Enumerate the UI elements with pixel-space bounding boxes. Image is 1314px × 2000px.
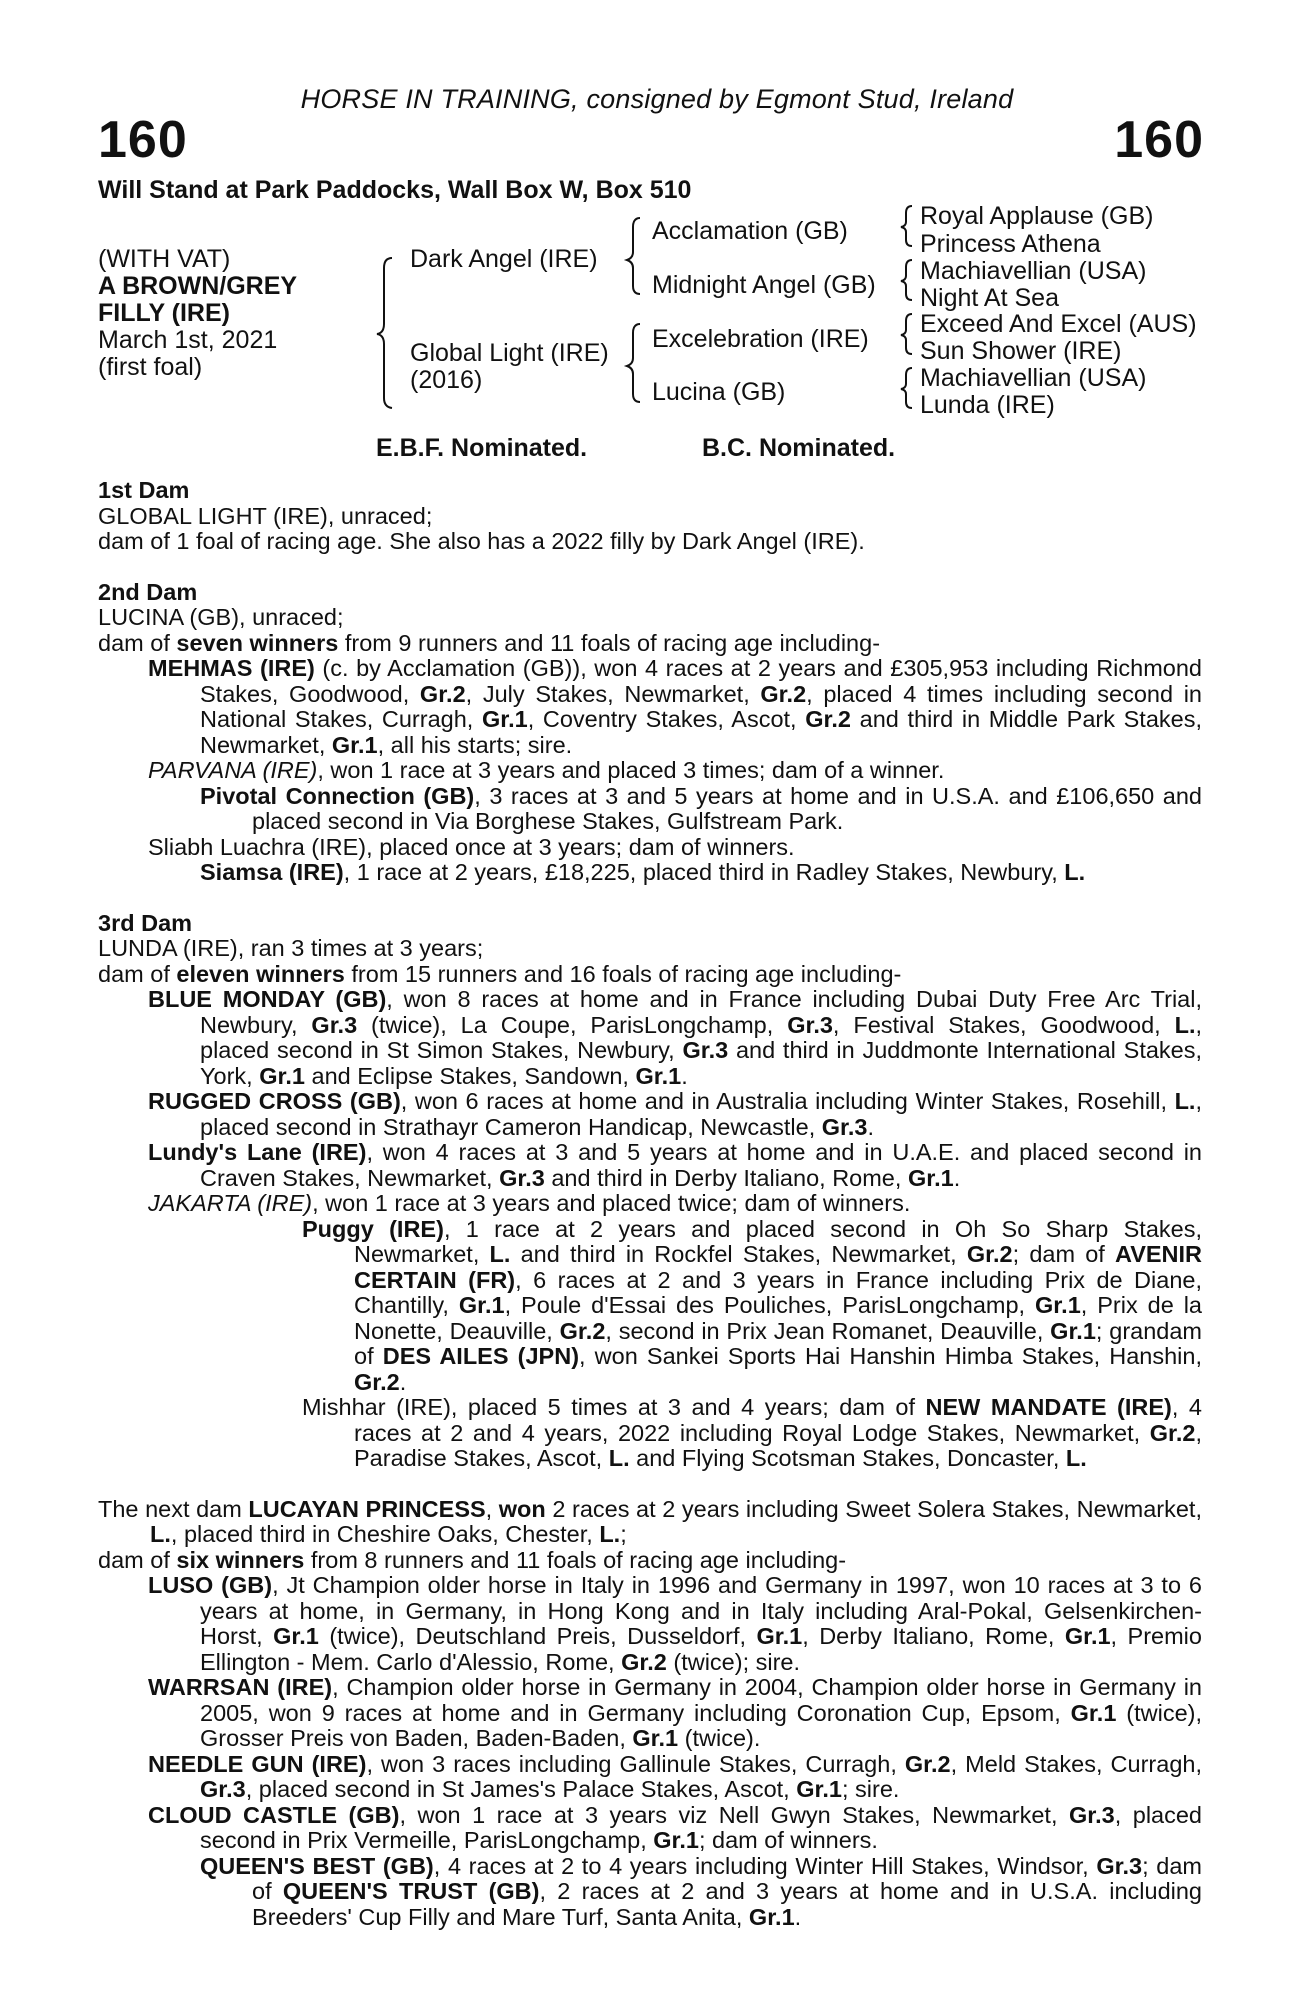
horse-description-2: FILLY (IRE) xyxy=(98,299,230,327)
dam-sire: Excelebration (IRE) xyxy=(652,325,869,353)
pedigree-entry: CLOUD CASTLE (GB), won 1 race at 3 years viz Nell Gwyn Stakes, Newmarket, Gr.3, placed second in Prix Vermeille, ParisLongchamp, Gr.1; dam of winners. xyxy=(148,1801,1202,1853)
pedigree-entry: PARVANA (IRE), won 1 race at 3 years and placed 3 times; dam of a winner. xyxy=(148,757,945,783)
horse-description-1: A BROWN/GREY xyxy=(98,272,298,300)
second-dam-heading: 2nd Dam xyxy=(98,578,198,605)
sire-dam: Midnight Angel (GB) xyxy=(652,271,876,299)
dam-year: (2016) xyxy=(410,366,483,394)
third-dam-produce: dam of eleven winners from 15 runners and 16 foals of racing age including- xyxy=(98,960,902,987)
pedigree-entry: RUGGED CROSS (GB), won 6 races at home and in Australia including Winter Stakes, Rosehill, L., placed second in Strathayr Cameron Handicap, Newcastle, Gr.3. xyxy=(148,1088,1202,1140)
dd-dam: Lunda (IRE) xyxy=(920,391,1055,419)
next-dam-line: The next dam LUCAYAN PRINCESS, won 2 races at 2 years including Sweet Solera Stakes, Newmarket, L., placed third in Cheshire Oaks, Chester, L.; xyxy=(98,1495,1202,1547)
pedigree-entry: Pivotal Connection (GB), 3 races at 3 and 5 years at home and in U.S.A. and £106,650 and placed second in Via Borghese Stakes, Gulfstream Park. xyxy=(200,782,1202,834)
first-dam-heading: 1st Dam xyxy=(98,477,190,503)
stand-location: Will Stand at Park Paddocks, Wall Box W, Box 510 xyxy=(98,176,692,204)
ss-sire: Royal Applause (GB) xyxy=(920,202,1154,230)
pedigree-entry: Mishhar (IRE), placed 5 times at 3 and 4 years; dam of NEW MANDATE (IRE), 4 races at 2 and 4 years, 2022 including Royal Lodge Stakes, Newmarket, Gr.2, Paradise Stakes, Ascot, L. and Flying Scotsman Stakes, Doncaster, L. xyxy=(302,1394,1202,1471)
foal-note: (first foal) xyxy=(98,353,203,381)
bc-nominated: B.C. Nominated. xyxy=(702,434,896,462)
pedigree-entry: Lundy's Lane (IRE), won 4 races at 3 and 5 years at home and in U.A.E. and placed second in Craven Stakes, Newmarket, Gr.3 and third in Derby Italiano, Rome, Gr.1. xyxy=(148,1139,1202,1191)
pedigree-entry: BLUE MONDAY (GB), won 8 races at home and in France including Dubai Duty Free Arc Trial, Newbury, Gr.3 (twice), La Coupe, ParisLongchamp, Gr.3, Festival Stakes, Goodwood, L., placed second in St Simon Stakes, Newbury, Gr.3 and third in Juddmonte International Stakes, York, Gr.1 and Eclipse Stakes, Sandown, Gr.1. xyxy=(148,986,1203,1089)
lot-number-left: 160 xyxy=(98,111,188,169)
dam-dam: Lucina (GB) xyxy=(652,378,786,406)
dd-sire: Machiavellian (USA) xyxy=(920,364,1147,392)
dam-name: Global Light (IRE) xyxy=(410,339,609,367)
sire: Dark Angel (IRE) xyxy=(410,245,598,273)
pedigree-entry: MEHMAS (IRE) (c. by Acclamation (GB)), won 4 races at 2 years and £305,953 including Richmond Stakes, Goodwood, Gr.2, July Stakes, Newmarket, Gr.2, placed 4 times including second in National Stakes, Curragh, Gr.1, Coventry Stakes, Ascot, Gr.2 and third in Middle Park Stakes, Newmarket, Gr.1, all his starts; sire. xyxy=(148,655,1203,758)
sd-dam: Night At Sea xyxy=(920,284,1059,312)
sd-sire: Machiavellian (USA) xyxy=(920,257,1147,285)
ds-sire: Exceed And Excel (AUS) xyxy=(920,310,1197,338)
pedigree-entry: Puggy (IRE), 1 race at 2 years and placed second in Oh So Sharp Stakes, Newmarket, L. and third in Rockfel Stakes, Newmarket, Gr.2; dam of AVENIR CERTAIN (FR), 6 races at 2 and 3 years in France including Prix de Diane, Chantilly, Gr.1, Poule d'Essai des Pouliches, ParisLongchamp, Gr.1, Prix de la Nonette, Deauville, Gr.2, second in Prix Jean Romanet, Deauville, Gr.1; grandam of DES AILES (JPN), won Sankei Sports Hai Hanshin Himba Stakes, Hanshin, Gr.2. xyxy=(302,1215,1203,1395)
vat-note: (WITH VAT) xyxy=(98,245,231,273)
second-dam-produce: dam of seven winners from 9 runners and 11 foals of racing age including- xyxy=(98,629,881,656)
pedigree-entry: JAKARTA (IRE), won 1 race at 3 years and placed twice; dam of winners. xyxy=(148,1190,911,1216)
pedigree-entry: NEEDLE GUN (IRE), won 3 races including Gallinule Stakes, Curragh, Gr.2, Meld Stakes, Curragh, Gr.3, placed second in St James's Palace Stakes, Ascot, Gr.1; sire. xyxy=(148,1750,1202,1802)
pedigree-entry: WARRSAN (IRE), Champion older horse in Germany in 2004, Champion older horse in Germany in 2005, won 9 races at home and in Germany including Coronation Cup, Epsom, Gr.1 (twice), Grosser Preis von Baden, Baden-Baden, Gr.1 (twice). xyxy=(148,1674,1203,1751)
ds-dam: Sun Shower (IRE) xyxy=(920,337,1122,365)
third-dam-line: LUNDA (IRE), ran 3 times at 3 years; xyxy=(98,935,484,961)
first-dam-line: GLOBAL LIGHT (IRE), unraced; xyxy=(98,502,433,529)
lot-number-right: 160 xyxy=(1114,111,1204,169)
third-dam-heading: 3rd Dam xyxy=(98,909,193,936)
sire-sire: Acclamation (GB) xyxy=(652,217,848,245)
catalogue-body xyxy=(98,478,1202,1930)
first-dam-produce: dam of 1 foal of racing age. She also has a 2022 filly by Dark Angel (IRE). xyxy=(98,528,865,554)
pedigree-entry: Sliabh Luachra (IRE), placed once at 3 years; dam of winners. xyxy=(148,833,795,860)
ss-dam: Princess Athena xyxy=(920,230,1101,258)
pedigree-entry: LUSO (GB), Jt Champion older horse in Italy in 1996 and Germany in 1997, won 10 races at 3 to 6 years at home, in Germany, in Hong Kong and in Italy including Aral-Pokal, Gelsenkirchen-Horst, Gr.1 (twice), Deutschland Preis, Dusseldorf, Gr.1, Derby Italiano, Rome, Gr.1, Premio Ellington - Mem. Carlo d'Alessio, Rome, Gr.2 (twice); sire. xyxy=(148,1572,1202,1675)
consignment-line: HORSE IN TRAINING, consigned by Egmont Stud, Ireland xyxy=(300,84,1014,114)
next-dam-produce: dam of six winners from 8 runners and 11 foals of racing age including- xyxy=(98,1546,847,1573)
second-dam-line: LUCINA (GB), unraced; xyxy=(98,604,344,630)
pedigree-entry: Siamsa (IRE), 1 race at 2 years, £18,225, placed third in Radley Stakes, Newbury, L. xyxy=(200,859,1086,885)
pedigree-entry: QUEEN'S BEST (GB), 4 races at 2 to 4 years including Winter Hill Stakes, Windsor, Gr.3; dam of QUEEN'S TRUST (GB), 2 races at 2 and 3 years at home and in U.S.A. including Breeders' Cup Filly and Mare Turf, Santa Anita, Gr.1. xyxy=(200,1852,1203,1930)
ebf-nominated: E.B.F. Nominated. xyxy=(376,434,588,462)
foaling-date: March 1st, 2021 xyxy=(98,326,278,354)
